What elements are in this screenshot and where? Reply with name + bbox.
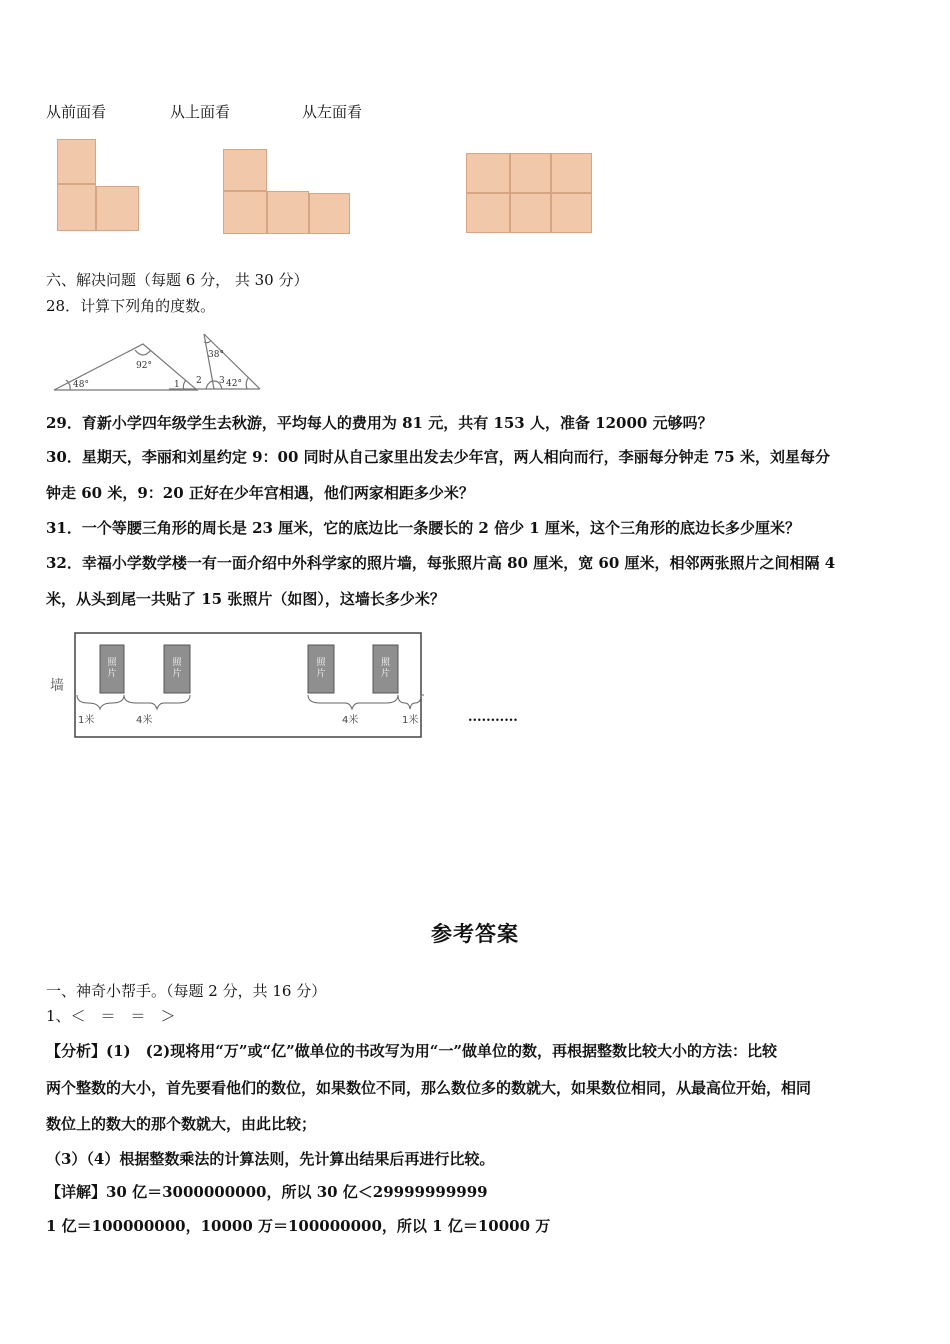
q32-line2: 米，从头到尾一共贴了 15 张照片（如图），这墙长多少米？	[46, 590, 445, 608]
q28-triangles	[46, 330, 276, 396]
wall-frame	[75, 633, 421, 737]
answers-section1-heading: 一、神奇小帮手。（每题 2 分，共 16 分）	[46, 982, 327, 1000]
analysis-line4: （3）（4）根据整数乘法的计算法则，先计算出结果后再进行比较。	[46, 1150, 495, 1168]
q30-line1: 30．星期天，李丽和刘星约定 9：00 同时从自己家里出发去少年宫，两人相向而行，李丽每分钟走 75 米，刘星每分	[46, 448, 830, 466]
top-view-block	[309, 193, 350, 234]
gap-right-label: 1米	[402, 715, 419, 726]
gap-between-2-label: 4米	[342, 715, 359, 726]
wall-ellipsis: ...........	[468, 710, 518, 725]
front-view-label: 从前面看	[46, 103, 107, 121]
tri2-top-angle: 38°	[208, 350, 224, 360]
front-view-block	[57, 139, 96, 184]
left-view-block	[466, 193, 510, 233]
left-view-block	[551, 153, 592, 193]
photo-4-label: 照 片	[380, 658, 390, 679]
analysis-line1: 【分析】(1) (2)现将用“万”或“亿”做单位的书改写为用“一”做单位的数，再根据整数比较大小的方法：比较	[46, 1042, 778, 1060]
detail-line1: 【详解】30 亿＝3000000000，所以 30 亿＜29999999999	[46, 1183, 488, 1201]
q29-text: 29．育新小学四年级学生去秋游，平均每人的费用为 81 元，共有 153 人，准备 12000 元够吗？	[46, 414, 713, 432]
answers-title: 参考答案	[431, 921, 519, 946]
wall-diagram	[40, 625, 520, 745]
photo-1-label: 照 片	[107, 658, 117, 679]
gap-between-1-label: 4米	[136, 715, 153, 726]
left-view-label: 从左面看	[302, 103, 363, 121]
q31-text: 31．一个等腰三角形的周长是 23 厘米，它的底边比一条腰长的 2 倍少 1 厘米，这个三角形的底边长多少厘米？	[46, 519, 800, 537]
top-view-label: 从上面看	[170, 103, 231, 121]
left-view-block	[510, 153, 551, 193]
q30-line2: 钟走 60 米，9：20 正好在少年宫相遇，他们两家相距多少米？	[46, 484, 474, 502]
wall-label: 墙	[50, 678, 64, 694]
front-view-block	[57, 184, 96, 231]
q28-text: 28．计算下列角的度数。	[46, 297, 216, 315]
left-view-block	[510, 193, 551, 233]
tri2-angle-2: 2	[196, 376, 202, 386]
wall-figure	[40, 625, 520, 745]
left-view-block	[551, 193, 592, 233]
measure-braces	[77, 695, 424, 709]
detail-line2: 1 亿＝100000000，10000 万＝100000000，所以 1 亿＝10000 万	[46, 1217, 551, 1235]
tri1-top-angle: 92°	[136, 361, 152, 371]
tri2-angle-3: 3	[219, 376, 225, 386]
gap-left-label: 1米	[78, 715, 95, 726]
analysis-line2: 两个整数的大小，首先要看他们的数位，如果数位不同，那么数位多的数就大，如果数位相同，从最高位开始，相同	[46, 1079, 812, 1097]
top-view-block	[223, 191, 267, 234]
left-view-block	[466, 153, 510, 193]
q32-line1: 32．幸福小学数学楼一有一面介绍中外科学家的照片墙，每张照片高 80 厘米，宽 60 厘米，相邻两张照片之间相隔 4	[46, 554, 836, 572]
top-view-block	[223, 149, 267, 191]
tri1-right-angle: 1	[174, 380, 180, 390]
tri1-left-angle: 48°	[73, 380, 89, 390]
triangle-two	[169, 334, 260, 389]
answer-1: 1、＜ ＝ ＝ ＞	[46, 1007, 176, 1025]
section6-heading: 六、解决问题（每题 6 分， 共 30 分）	[46, 271, 309, 289]
front-view-block	[96, 186, 139, 231]
photo-2-label: 照 片	[172, 658, 182, 679]
tri2-right-angle: 42°	[226, 379, 242, 389]
top-view-block	[267, 191, 309, 234]
photo-3-label: 照 片	[316, 658, 326, 679]
analysis-line3: 数位上的数大的那个数就大，由此比较；	[46, 1115, 317, 1133]
